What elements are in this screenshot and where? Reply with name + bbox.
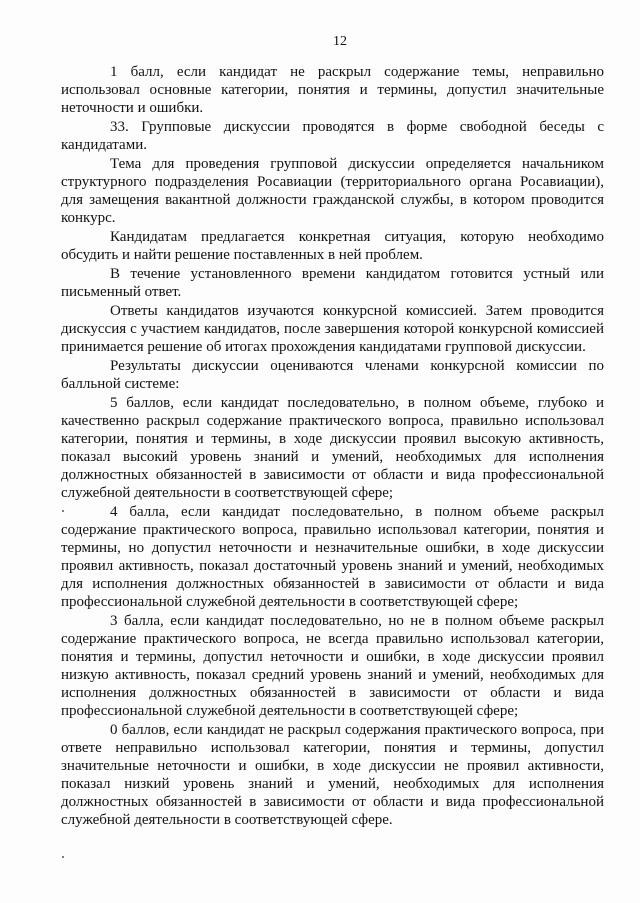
paragraph-answers-studied: Ответы кандидатов изучаются конкурсной комиссией. Затем проводится дискуссия с участием кандидатов, после завершения которой конкурсной комиссией принимается решение об итогах прохождения кандидатами групповой дискуссии.: [61, 303, 604, 355]
paragraph-score-4: 4 балла, если кандидат последовательно, в полном объеме раскрыл содержание практического вопроса, правильно использовал категории, понятия и термины, но допустил неточности и незначительные ошибки, в ходе дискуссии проявил активность, показал достаточный уровень знаний и умений, необходимых для исполнения должностных обязанностей в зависимости от области и вида профессиональной служебной деятельности в соответствующей сфере;: [61, 504, 604, 610]
scan-speck: [62, 856, 64, 858]
paragraph-score-1: 1 балл, если кандидат не раскрыл содержание темы, неправильно использовал основные категории, понятия и термины, допустил значительные неточности и ошибки.: [61, 64, 604, 116]
paragraph-results-scoring: Результаты дискуссии оцениваются членами конкурсной комиссии по балльной системе:: [61, 358, 604, 392]
paragraph-score-3: 3 балла, если кандидат последовательно, но не в полном объеме раскрыл содержание практического вопроса, не всегда правильно использовал категории, понятия и термины, допустил неточности и ошибки, в ходе дискуссии проявил низкую активность, показал средний уровень знаний и умений, необходимых для исполнения должностных обязанностей в зависимости от области и вида профессиональной служебной деятельности в соответствующей сфере;: [61, 613, 604, 719]
paragraph-discussion-topic: Тема для проведения групповой дискуссии определяется начальником структурного подразделения Росавиации (территориального органа Росавиации), для замещения вакантной должности гражданской службы, в котором проводится конкурс.: [61, 156, 604, 226]
page-number: 12: [333, 34, 347, 49]
paragraph-score-5: 5 баллов, если кандидат последовательно, в полном объеме, глубоко и качественно раскрыл содержание практического вопроса, правильно использовал категории, понятия и термины, в ходе дискуссии проявил высокую активность, показал высокий уровень знаний и умений, необходимых для исполнения должностных обязанностей в зависимости от области и вида профессиональной служебной деятельности в соответствующей сфере;: [61, 395, 604, 501]
paragraph-answer-time: В течение установленного времени кандидатом готовится устный или письменный ответ.: [61, 266, 604, 300]
paragraph-item-33: 33. Групповые дискуссии проводятся в форме свободной беседы с кандидатами.: [61, 119, 604, 153]
paragraph-situation: Кандидатам предлагается конкретная ситуация, которую необходимо обсудить и найти решение поставленных в ней проблем.: [61, 229, 604, 263]
scan-speck: [62, 510, 64, 512]
paragraph-score-0: 0 баллов, если кандидат не раскрыл содержания практического вопроса, при ответе неправильно использовал категории, понятия и термины, допустил значительные неточности и ошибки, в ходе дискуссии не проявил активности, показал низкий уровень знаний и умений, необходимых для исполнения должностных обязанностей в зависимости от области и вида профессиональной служебной деятельности в соответствующей сфере.: [61, 722, 604, 828]
document-body: [61, 63, 604, 829]
